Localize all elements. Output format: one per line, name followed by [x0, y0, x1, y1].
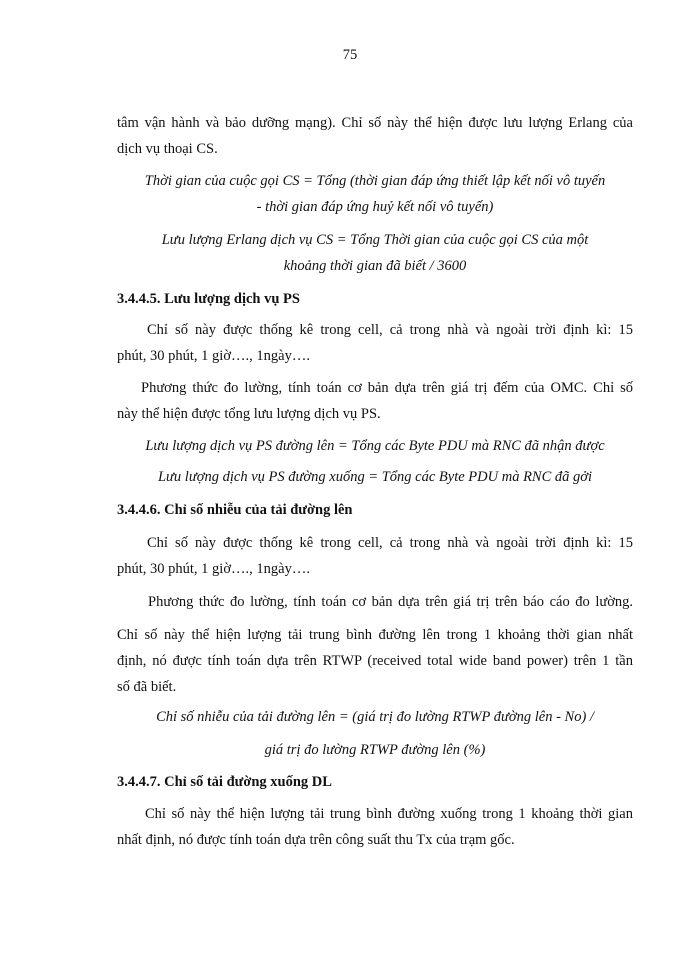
- paragraph-line: định, nó được tính toán dựa trên RTWP (received total wide band power) trên 1 tần: [117, 653, 633, 669]
- paragraph-line: Phương thức đo lường, tính toán cơ bản dựa trên giá trị đếm của OMC. Chỉ số: [141, 380, 633, 396]
- paragraph-line: này thể hiện được tổng lưu lượng dịch vụ PS.: [117, 406, 381, 422]
- formula-line: Lưu lượng dịch vụ PS đường lên = Tổng các Byte PDU mà RNC đã nhận được: [145, 438, 605, 454]
- formula-line: giá trị đo lường RTWP đường lên (%): [264, 742, 486, 758]
- paragraph-line: nhất định, nó được tính toán dựa trên công suất thu Tx của trạm gốc.: [117, 832, 515, 848]
- formula-line: Lưu lượng Erlang dịch vụ CS = Tổng Thời gian của cuộc gọi CS của một: [161, 232, 589, 248]
- formula-line: Thời gian của cuộc gọi CS = Tổng (thời gian đáp ứng thiết lập kết nối vô tuyến: [144, 173, 606, 189]
- section-heading: 3.4.4.5. Lưu lượng dịch vụ PS: [117, 291, 300, 307]
- paragraph-line: số đã biết.: [117, 679, 177, 695]
- paragraph-line: dịch vụ thoại CS.: [117, 141, 218, 157]
- formula-line: khoảng thời gian đã biết / 3600: [283, 258, 467, 274]
- paragraph-line: phút, 30 phút, 1 giờ…., 1ngày….: [117, 561, 310, 577]
- formula-line: - thời gian đáp ứng huỷ kết nối vô tuyến): [256, 199, 494, 215]
- paragraph-line: Chỉ số này thể hiện lượng tải trung bình đường xuống trong 1 khoảng thời gian: [145, 806, 633, 822]
- section-heading: 3.4.4.7. Chỉ số tải đường xuống DL: [117, 774, 332, 790]
- formula-line: Chỉ số nhiễu của tải đường lên = (giá trị đo lường RTWP đường lên - No) /: [156, 709, 594, 725]
- section-heading: 3.4.4.6. Chỉ số nhiễu của tải đường lên: [117, 502, 353, 518]
- paragraph-line: Phương thức đo lường, tính toán cơ bản dựa trên giá trị trên báo cáo đo lường.: [148, 594, 633, 610]
- paragraph-line: Chỉ số này được thống kê trong cell, cả trong nhà và ngoài trời định kì: 15: [147, 535, 633, 551]
- paragraph-line: Chỉ số này được thống kê trong cell, cả trong nhà và ngoài trời định kì: 15: [147, 322, 633, 338]
- paragraph-line: tâm vận hành và bảo dưỡng mạng). Chỉ số này thể hiện được lưu lượng Erlang của: [117, 115, 633, 131]
- formula-line: Lưu lượng dịch vụ PS đường xuống = Tổng các Byte PDU mà RNC đã gởi: [157, 469, 593, 485]
- paragraph-line: Chỉ số này thể hiện lượng tải trung bình đường lên trong 1 khoảng thời gian nhất: [117, 627, 633, 643]
- page-number: 75: [342, 47, 358, 63]
- paragraph-line: phút, 30 phút, 1 giờ…., 1ngày….: [117, 348, 310, 364]
